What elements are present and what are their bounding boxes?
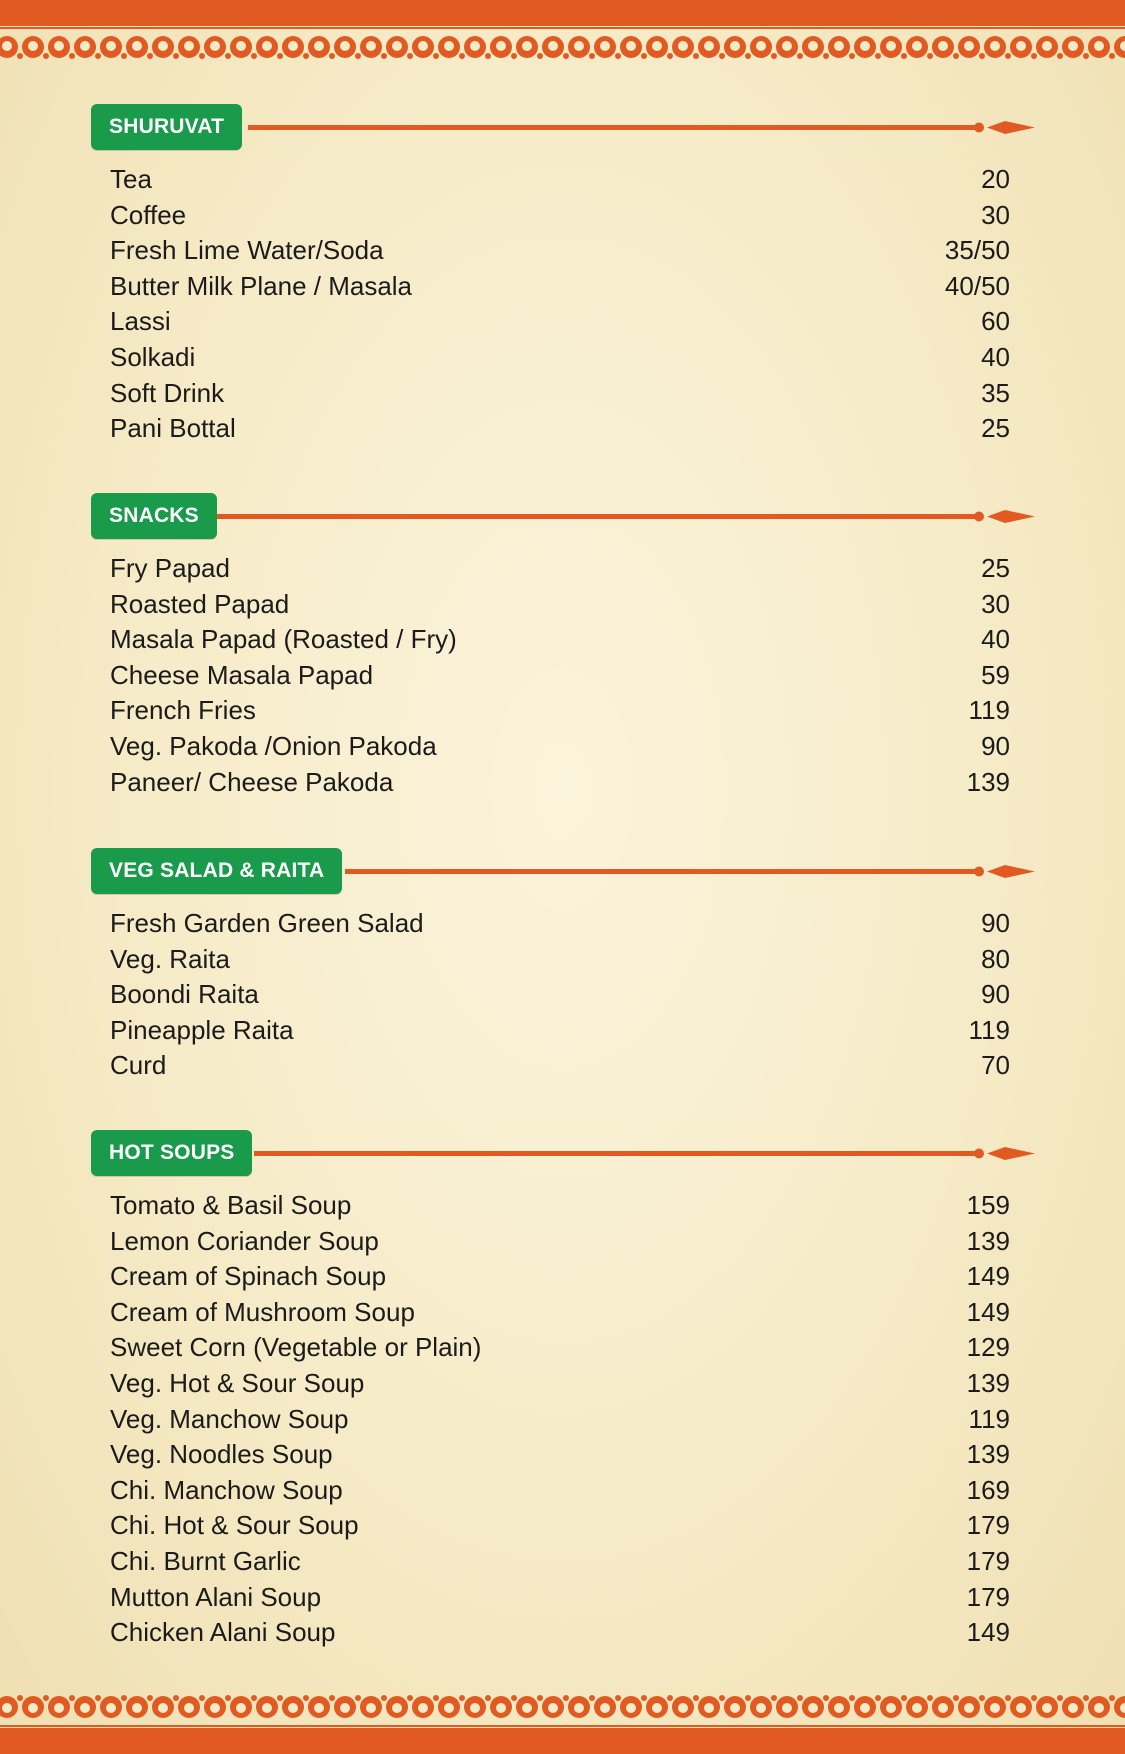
item-name: Mutton Alani Soup xyxy=(110,1581,322,1612)
menu-item xyxy=(110,942,1010,978)
menu-item xyxy=(110,1366,1010,1402)
menu-item xyxy=(110,1188,1010,1224)
item-price: 149 xyxy=(966,1261,1010,1292)
item-name: Sweet Corn (Vegetable or Plain) xyxy=(110,1332,482,1363)
item-price: 139 xyxy=(966,1439,1010,1470)
menu-list xyxy=(0,906,1125,1084)
section-header xyxy=(0,848,1125,894)
menu-item xyxy=(110,1013,1010,1049)
menu-item xyxy=(110,551,1010,587)
item-name: Chi. Manchow Soup xyxy=(110,1474,343,1505)
arrow-divider-icon xyxy=(254,1149,1035,1157)
item-price: 35/50 xyxy=(944,235,1010,266)
menu-item xyxy=(110,765,1010,801)
section-veg-salad-raita xyxy=(0,848,1125,1084)
item-name: Lemon Coriander Soup xyxy=(110,1225,379,1256)
top-decorative-border xyxy=(0,0,1125,70)
item-price: 179 xyxy=(966,1545,1010,1576)
menu-item xyxy=(110,1259,1010,1295)
section-header xyxy=(0,104,1125,150)
menu-item xyxy=(110,1295,1010,1331)
menu-item xyxy=(110,340,1010,376)
section-title-badge: SHURUVAT xyxy=(91,104,242,150)
section-title-badge: SNACKS xyxy=(91,493,217,539)
section-header xyxy=(0,1130,1125,1176)
item-price: 129 xyxy=(966,1332,1010,1363)
menu-item xyxy=(110,1580,1010,1616)
item-price: 40 xyxy=(981,341,1010,372)
arrow-divider-icon xyxy=(248,123,1035,131)
menu-item xyxy=(110,1544,1010,1580)
item-name: Masala Papad (Roasted / Fry) xyxy=(110,624,457,655)
item-name: Veg. Hot & Sour Soup xyxy=(110,1367,365,1398)
menu-item xyxy=(110,906,1010,942)
item-price: 25 xyxy=(981,413,1010,444)
menu-item xyxy=(110,587,1010,623)
section-hot-soups xyxy=(0,1130,1125,1651)
menu-item xyxy=(110,1402,1010,1438)
item-price: 119 xyxy=(968,1403,1010,1434)
menu-item xyxy=(110,198,1010,234)
menu-item xyxy=(110,1508,1010,1544)
item-name: Veg. Noodles Soup xyxy=(110,1439,333,1470)
item-price: 90 xyxy=(981,730,1010,761)
menu-item xyxy=(110,1615,1010,1651)
menu-item xyxy=(110,376,1010,412)
menu-item xyxy=(110,1224,1010,1260)
menu-item xyxy=(110,658,1010,694)
menu-item xyxy=(110,1437,1010,1473)
item-name: Chi. Hot & Sour Soup xyxy=(110,1510,359,1541)
item-name: Veg. Raita xyxy=(110,943,230,974)
item-price: 149 xyxy=(966,1296,1010,1327)
item-name: Tomato & Basil Soup xyxy=(110,1190,352,1220)
item-name: Cream of Spinach Soup xyxy=(110,1261,387,1292)
item-price: 139 xyxy=(966,1367,1010,1398)
menu-item xyxy=(110,233,1010,269)
item-name: Cheese Masala Papad xyxy=(110,659,374,690)
menu-item xyxy=(110,411,1010,447)
item-name: Butter Milk Plane / Masala xyxy=(110,270,413,301)
item-price: 119 xyxy=(968,695,1010,726)
item-price: 70 xyxy=(981,1050,1010,1081)
section-snacks xyxy=(0,493,1125,800)
arrow-divider-icon xyxy=(217,512,1035,520)
section-header xyxy=(0,493,1125,539)
item-price: 90 xyxy=(981,979,1010,1010)
item-name: Fresh Lime Water/Soda xyxy=(110,235,384,266)
item-price: 179 xyxy=(966,1581,1010,1612)
menu-item xyxy=(110,1048,1010,1084)
section-title-badge: HOT SOUPS xyxy=(91,1130,252,1176)
item-price: 119 xyxy=(968,1014,1010,1045)
item-price: 25 xyxy=(981,553,1010,583)
menu-item xyxy=(110,1473,1010,1509)
menu-item xyxy=(110,693,1010,729)
item-name: Veg. Manchow Soup xyxy=(110,1403,349,1434)
item-price: 149 xyxy=(966,1617,1010,1648)
item-price: 30 xyxy=(981,199,1010,230)
item-name: Boondi Raita xyxy=(110,979,259,1010)
item-price: 59 xyxy=(981,659,1010,690)
item-name: Curd xyxy=(110,1050,167,1081)
item-name: Chi. Burnt Garlic xyxy=(110,1545,301,1576)
menu-item xyxy=(110,1330,1010,1366)
menu-item xyxy=(110,304,1010,340)
section-shuruvat xyxy=(0,104,1125,447)
section-title-badge: VEG SALAD & RAITA xyxy=(91,848,342,894)
item-price: 90 xyxy=(981,908,1010,938)
item-price: 20 xyxy=(981,164,1010,194)
item-price: 40/50 xyxy=(944,270,1010,301)
item-name: Tea xyxy=(110,164,152,194)
item-name: Pani Bottal xyxy=(110,413,236,444)
menu-item xyxy=(110,977,1010,1013)
menu-item xyxy=(110,622,1010,658)
item-name: Roasted Papad xyxy=(110,588,290,619)
item-price: 159 xyxy=(966,1190,1010,1220)
item-price: 80 xyxy=(981,943,1010,974)
item-name: Paneer/ Cheese Pakoda xyxy=(110,766,394,797)
menu-item xyxy=(110,269,1010,305)
item-name: Fresh Garden Green Salad xyxy=(110,908,424,938)
item-name: Solkadi xyxy=(110,341,196,372)
menu-item xyxy=(110,729,1010,765)
item-name: Fry Papad xyxy=(110,553,230,583)
item-price: 60 xyxy=(981,306,1010,337)
item-name: French Fries xyxy=(110,695,256,726)
menu-list xyxy=(0,1188,1125,1651)
item-price: 169 xyxy=(966,1474,1010,1505)
arrow-divider-icon xyxy=(345,867,1035,875)
item-name: Soft Drink xyxy=(110,377,225,408)
item-price: 35 xyxy=(981,377,1010,408)
item-name: Lassi xyxy=(110,306,171,337)
item-price: 40 xyxy=(981,624,1010,655)
item-name: Chicken Alani Soup xyxy=(110,1617,336,1648)
item-name: Coffee xyxy=(110,199,187,230)
item-name: Pineapple Raita xyxy=(110,1014,294,1045)
item-price: 30 xyxy=(981,588,1010,619)
bottom-decorative-border xyxy=(0,1684,1125,1754)
menu-item xyxy=(110,162,1010,198)
item-name: Veg. Pakoda /Onion Pakoda xyxy=(110,730,437,761)
menu-list xyxy=(0,162,1125,447)
item-price: 139 xyxy=(966,766,1010,797)
item-price: 179 xyxy=(966,1510,1010,1541)
item-price: 139 xyxy=(966,1225,1010,1256)
menu-list xyxy=(0,551,1125,800)
item-name: Cream of Mushroom Soup xyxy=(110,1296,415,1327)
